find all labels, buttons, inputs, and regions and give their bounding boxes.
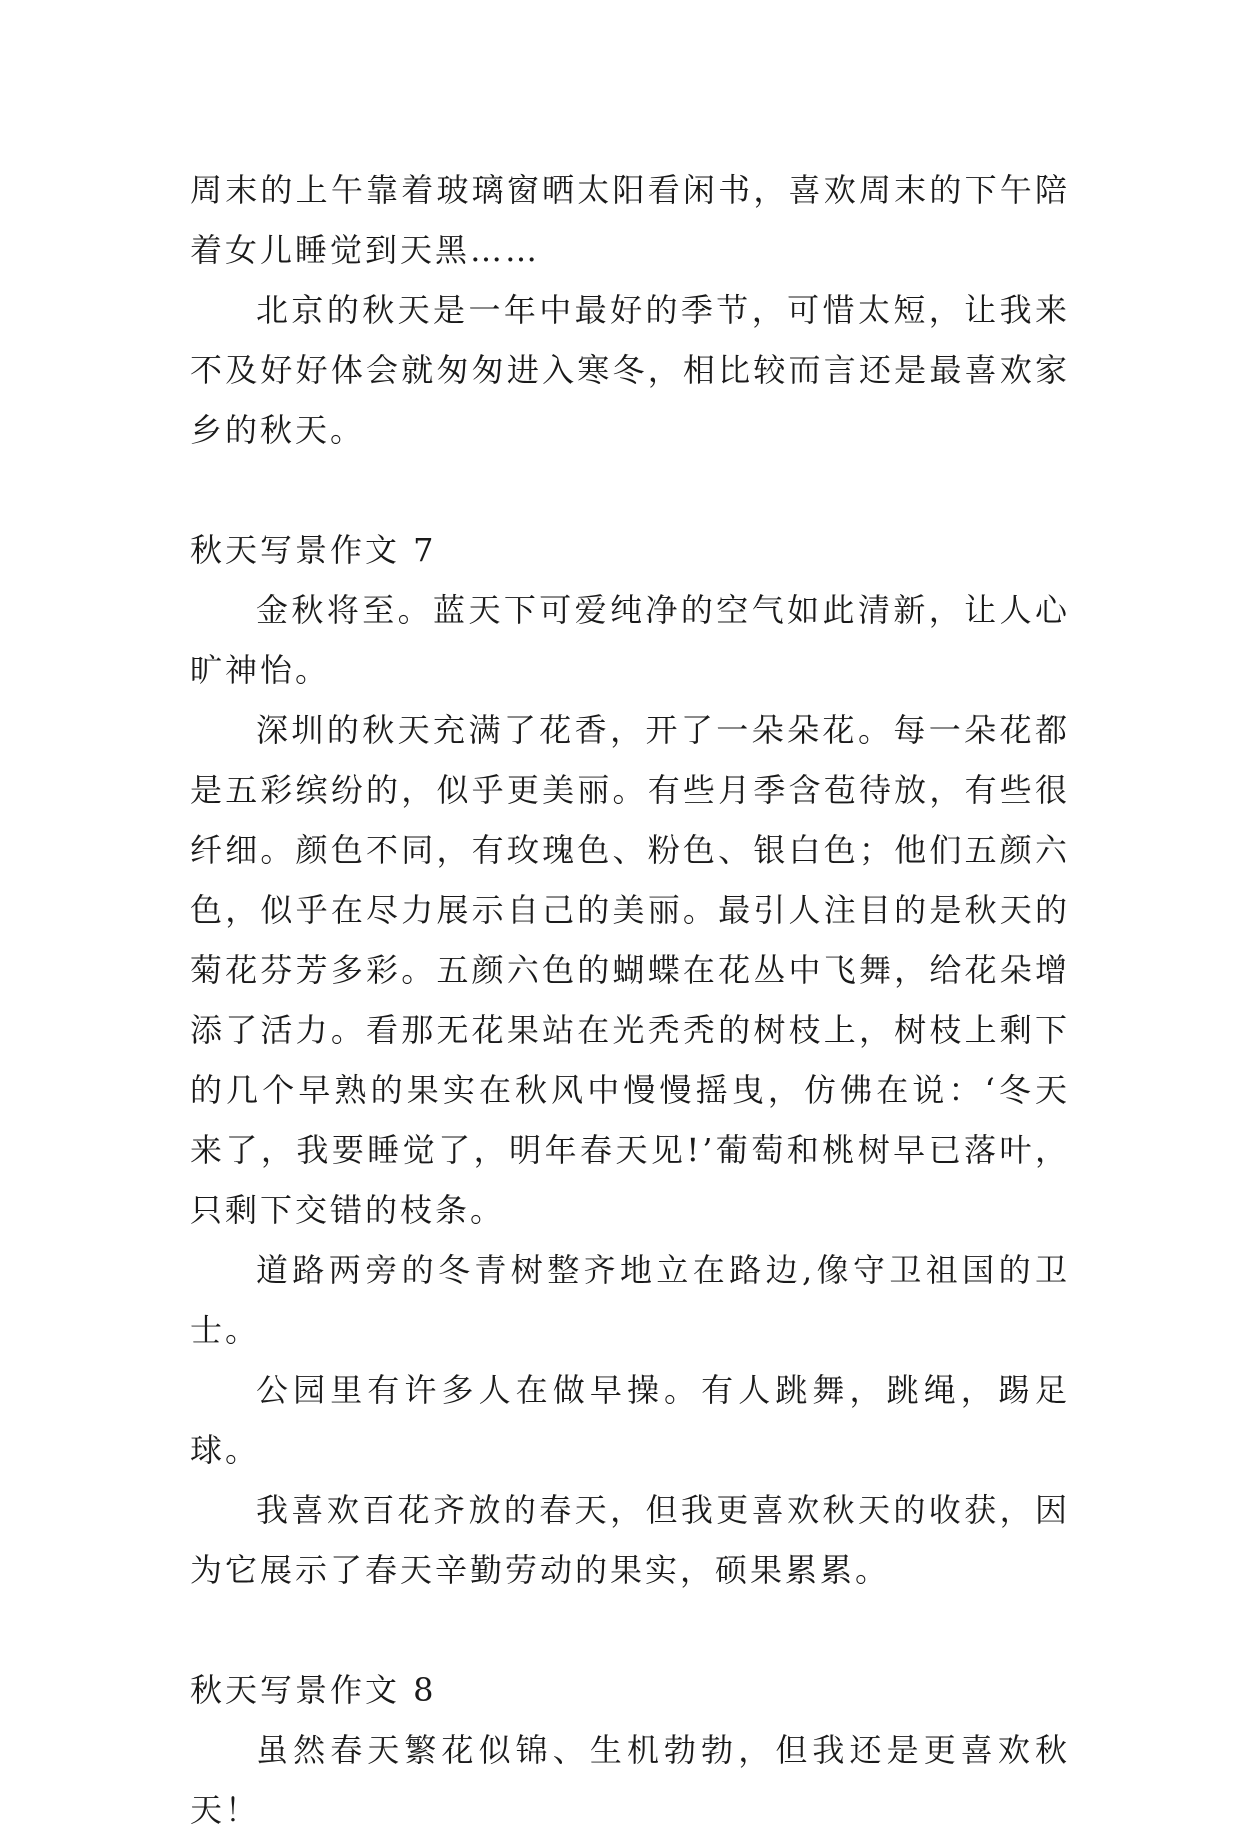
section-heading: 秋天写景作文 8 bbox=[190, 1671, 437, 1709]
paragraph: 我喜欢百花齐放的春天，但我更喜欢秋天的收获，因为它展示了春天辛勤劳动的果实，硕果累累。 bbox=[190, 1491, 1070, 1589]
paragraph: 虽然春天繁花似锦、生机勃勃，但我还是更喜欢秋天！ bbox=[190, 1731, 1070, 1829]
paragraph: 公园里有许多人在做早操。有人跳舞，跳绳，踢足球。 bbox=[190, 1371, 1070, 1469]
paragraph: 道路两旁的冬青树整齐地立在路边,像守卫祖国的卫士。 bbox=[190, 1251, 1070, 1349]
section-heading: 秋天写景作文 7 bbox=[190, 531, 437, 569]
document-body bbox=[190, 160, 1070, 1840]
paragraph: 金秋将至。蓝天下可爱纯净的空气如此清新，让人心旷神怡。 bbox=[190, 591, 1070, 689]
paragraph: 北京的秋天是一年中最好的季节，可惜太短，让我来不及好好体会就匆匆进入寒冬，相比较而言还是最喜欢家乡的秋天。 bbox=[190, 291, 1070, 449]
section-gap bbox=[190, 1600, 1070, 1660]
paragraph: 周末的上午靠着玻璃窗晒太阳看闲书，喜欢周末的下午陪着女儿睡觉到天黑…… bbox=[190, 171, 1070, 269]
section-gap bbox=[190, 460, 1070, 520]
paragraph: 深圳的秋天充满了花香，开了一朵朵花。每一朵花都是五彩缤纷的，似乎更美丽。有些月季含苞待放，有些很纤细。颜色不同，有玫瑰色、粉色、银白色；他们五颜六色，似乎在尽力展示自己的美丽。最引人注目的是秋天的菊花芬芳多彩。五颜六色的蝴蝶在花丛中飞舞，给花朵增添了活力。看那无花果站在光秃秃的树枝上，树枝上剩下的几个早熟的果实在秋风中慢慢摇曳，仿佛在说：‘冬天来了，我要睡觉了，明年春天见!’葡萄和桃树早已落叶，只剩下交错的枝条。 bbox=[190, 711, 1070, 1229]
